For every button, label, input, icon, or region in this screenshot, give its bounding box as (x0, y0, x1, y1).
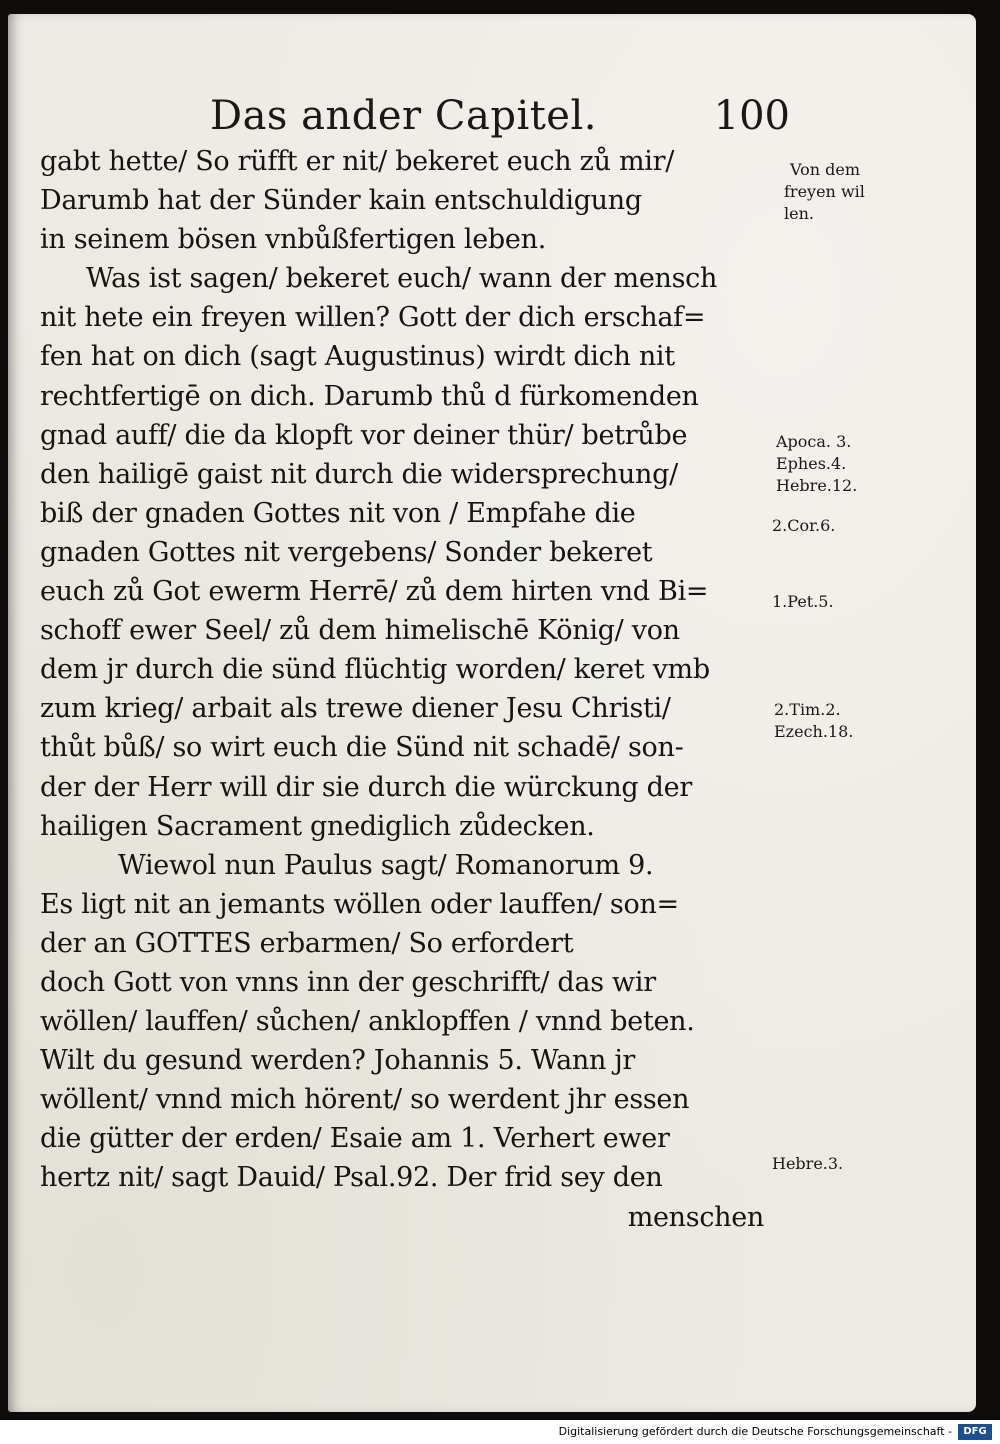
funding-credit: Digitalisierung gefördert durch die Deutsche Forschungsgemeinschaft - (558, 1425, 952, 1438)
text-line: gabt hette/ So rüfft er nit/ bekeret euch zů mir/ (40, 146, 675, 177)
text-line: dem jr durch die sünd flüchtig worden/ keret vmb (40, 654, 710, 686)
text-line: Was ist sagen/ bekeret euch/ wann der mensch (86, 263, 718, 295)
text-line: doch Gott von vnns inn der geschrifft/ das wir (40, 966, 656, 998)
page-header (210, 88, 790, 144)
text-line: wöllent/ vnnd mich hörent/ so werdent jhr essen (40, 1084, 690, 1116)
dfg-logo: DFG (958, 1424, 992, 1440)
margin-note: len. (784, 204, 814, 223)
margin-note: 2.Tim.2. (774, 700, 841, 719)
text-line: gnaden Gottes nit vergebens/ Sonder bekeret (40, 536, 653, 568)
catchword: menschen (627, 1201, 764, 1233)
text-line: Es ligt nit an jemants wöllen oder lauffen/ son= (40, 888, 679, 920)
margin-note: freyen wil (784, 182, 865, 201)
text-line: hertz nit/ sagt Dauid/ Psal.92. Der frid sey den (40, 1162, 663, 1194)
text-line: Wilt du gesund werden? Johannis 5. Wann jr (40, 1045, 636, 1077)
text-line: fen hat on dich (sagt Augustinus) wirdt dich nit (40, 341, 675, 373)
page-number: 100 (713, 93, 790, 139)
margin-note: Von dem (790, 160, 860, 179)
text-line: rechtfertigē on dich. Darumb thů d fürkomenden (40, 380, 699, 412)
margin-note: Apoca. 3. (776, 432, 852, 451)
margin-note: Ephes.4. (776, 454, 847, 473)
text-line: zum krieg/ arbait als trewe diener Jesu Christi/ (40, 693, 671, 725)
text-line: schoff ewer Seel/ zů dem himelischē König/ von (40, 615, 680, 647)
margin-note: Hebre.3. (772, 1154, 844, 1173)
text-line: in seinem bösen vnbůßfertigen leben. (40, 224, 546, 256)
margin-note: 2.Cor.6. (772, 516, 836, 535)
text-line: der der Herr will dir sie durch die würckung der (40, 771, 692, 803)
text-line: euch zů Got ewerm Herrē/ zů dem hirten vnd Bi= (40, 576, 709, 608)
text-line: der an GOTTES erbarmen/ So erfordert (40, 927, 574, 959)
text-line: biß der gnaden Gottes nit von / Empfahe die (40, 497, 636, 529)
text-line: gnad auff/ die da klopft vor deiner thür/ betrůbe (40, 419, 688, 451)
margin-note: 1.Pet.5. (772, 592, 834, 611)
margin-note: Ezech.18. (774, 722, 854, 741)
main-text-block (40, 142, 768, 1237)
text-line: hailigen Sacrament gnediglich zůdecken. (40, 810, 595, 842)
text-line: wöllen/ lauffen/ sůchen/ anklopffen / vnnd beten. (40, 1006, 695, 1038)
text-line: Wiewol nun Paulus sagt/ Romanorum 9. (118, 849, 654, 881)
text-line: die gütter der erden/ Esaie am 1. Verhert ewer (40, 1123, 670, 1155)
text-line: den hailigē gaist nit durch die widersprechung/ (40, 458, 678, 490)
text-line: thůt bůß/ so wirt euch die Sünd nit schadē/ son- (40, 732, 684, 764)
running-title: Das ander Capitel. (210, 93, 597, 139)
text-line: nit hete ein freyen willen? Gott der dich erschaf= (40, 302, 706, 334)
text-line: Darumb hat der Sünder kain entschuldigung (40, 185, 642, 217)
margin-note: Hebre.12. (776, 476, 858, 495)
